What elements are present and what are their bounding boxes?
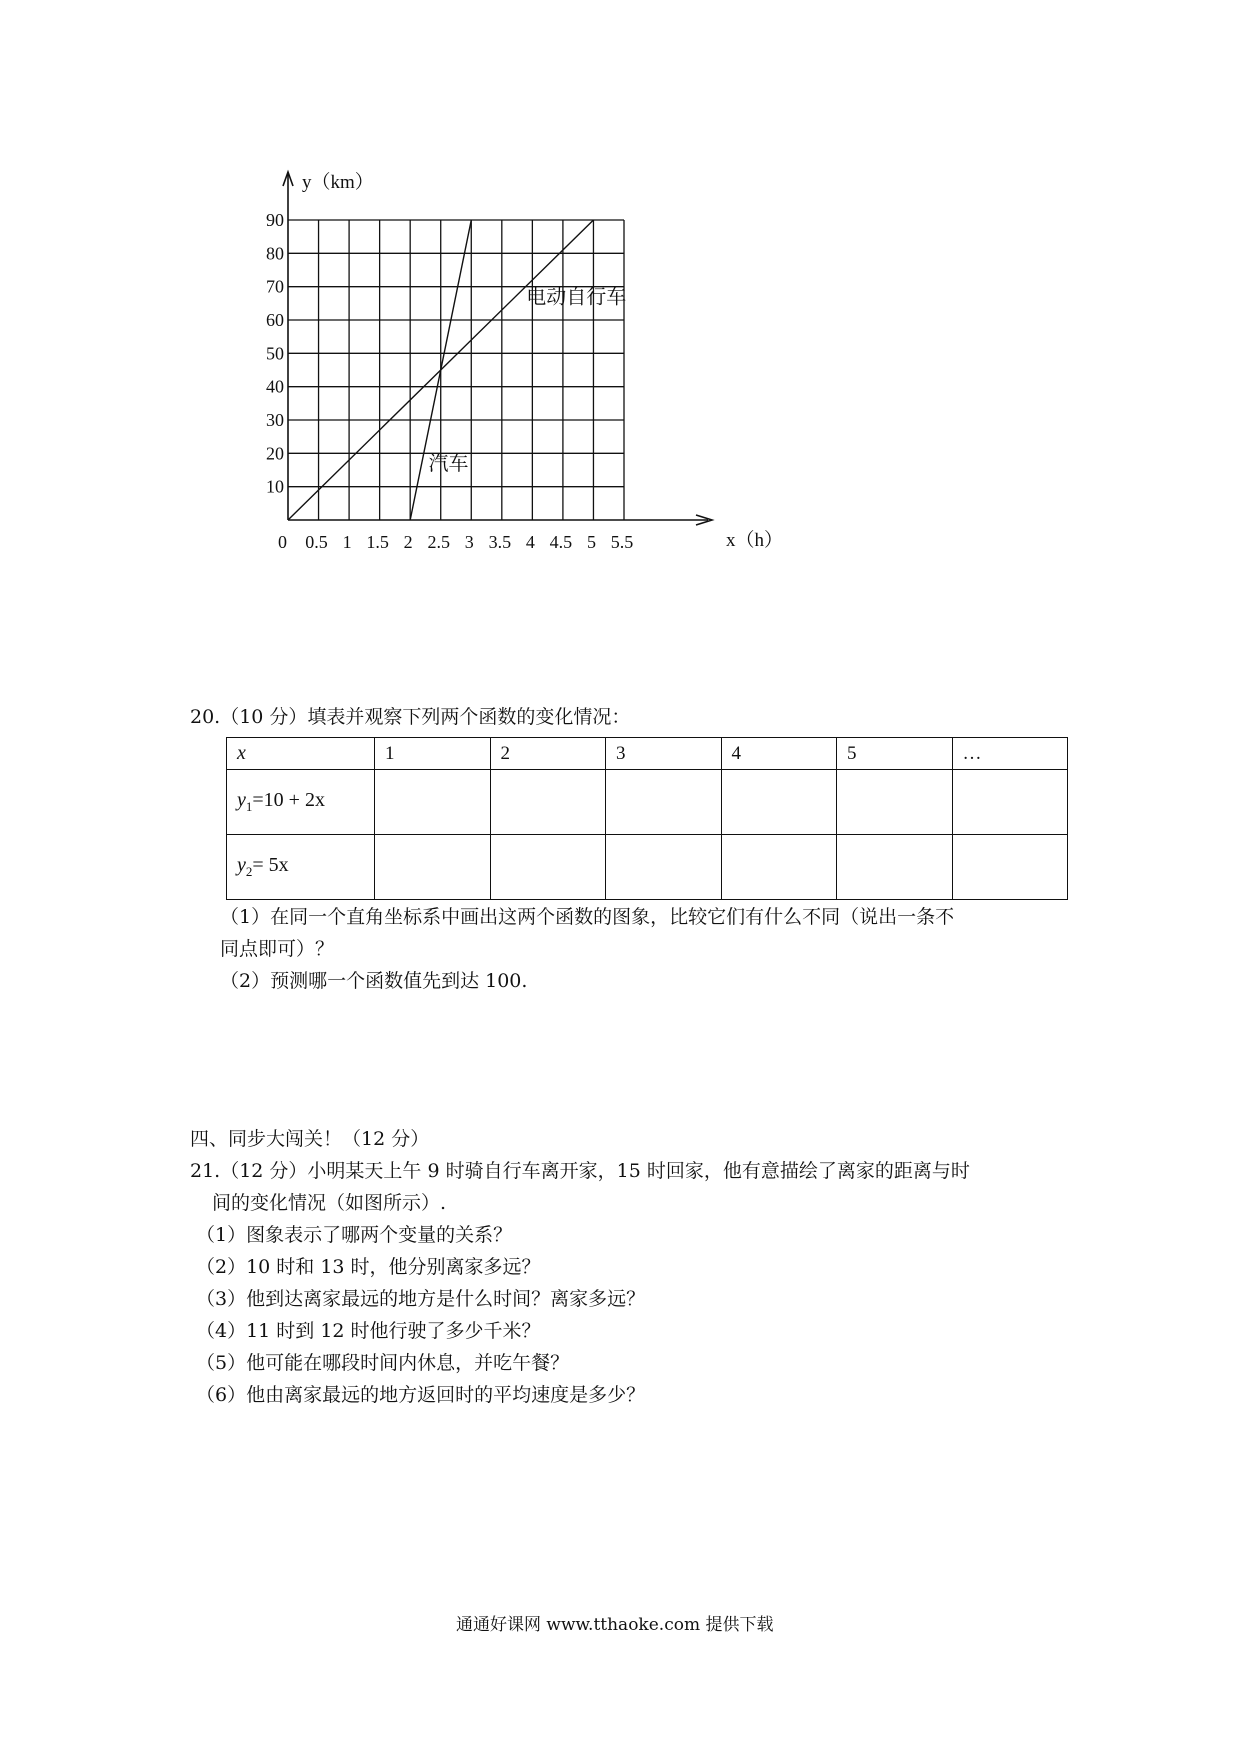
y-tick-label: 40: [266, 376, 284, 397]
q21-item-5: （5）他可能在哪段时间内休息，并吃午餐？: [196, 1352, 570, 1374]
y-tick-label: 70: [266, 276, 284, 297]
q20-sub1-line2: 同点即可）？: [220, 938, 335, 960]
y-tick-labels: [266, 210, 284, 497]
y-tick-label: 20: [266, 443, 284, 464]
answer-cell[interactable]: [837, 770, 953, 835]
y-tick-label: 10: [266, 476, 284, 497]
table-row: [227, 770, 1068, 835]
answer-cell[interactable]: [375, 770, 491, 835]
chart-axes: [283, 172, 712, 525]
x-tick-label: 2.5: [427, 532, 450, 552]
x-tick-label: 4.5: [549, 532, 573, 552]
header-col-2: 2: [490, 738, 606, 770]
y-tick-label: 50: [266, 343, 284, 364]
distance-time-chart: [266, 168, 790, 568]
x-axis-label: x（h）: [726, 530, 784, 551]
x-tick-label: 3.5: [488, 532, 512, 552]
x-tick-label: 5: [586, 532, 596, 552]
x-tick-label: 1.5: [366, 532, 389, 552]
series-label-car: 汽车: [428, 453, 469, 475]
series-label-ebike: 电动自行车: [526, 286, 627, 309]
q21-item-2: （2）10 时和 13 时，他分别离家多远？: [196, 1256, 541, 1278]
q21-item-4: （4）11 时到 12 时他行驶了多少千米？: [196, 1320, 541, 1342]
q21-line1: 21.（12 分）小明某天上午 9 时骑自行车离开家，15 时回家，他有意描绘了离家的距离与时: [190, 1160, 970, 1182]
answer-cell[interactable]: [837, 835, 953, 900]
x-tick-label: 0.5: [305, 532, 328, 552]
y-tick-label: 90: [266, 210, 284, 230]
header-col-1: 1: [375, 738, 491, 770]
func-cell-y2: $y_2= 5x$: [227, 835, 375, 900]
answer-cell[interactable]: [490, 835, 606, 900]
table-row: [227, 835, 1068, 900]
header-col-5: 5: [837, 738, 953, 770]
q20-title: 20.（10 分）填表并观察下列两个函数的变化情况：: [190, 706, 631, 728]
y-tick-label: 60: [266, 310, 284, 330]
x-tick-label: 4: [525, 532, 535, 552]
q20-sub2: （2）预测哪一个函数值先到达 100.: [220, 970, 528, 992]
answer-cell[interactable]: [606, 835, 722, 900]
x-tick-label: 0: [278, 532, 287, 552]
header-col-more: …: [952, 738, 1068, 770]
chart-grid: [288, 220, 627, 520]
table-header-row: [227, 738, 1068, 770]
x-tick-label: 3: [464, 532, 474, 552]
q20-sub1-line1: （1）在同一个直角坐标系中画出这两个函数的图象，比较它们有什么不同（说出一条不: [220, 906, 955, 928]
section4-heading: 四、同步大闯关！（12 分）: [190, 1128, 430, 1150]
header-col-3: 3: [606, 738, 722, 770]
answer-cell[interactable]: [721, 770, 837, 835]
q21-item-3: （3）他到达离家最远的地方是什么时间？离家多远？: [196, 1288, 646, 1310]
y-tick-label: 30: [266, 410, 284, 430]
x-tick-label: 2: [403, 532, 413, 552]
answer-cell[interactable]: [952, 835, 1068, 900]
answer-cell[interactable]: [721, 835, 837, 900]
x-tick-label: 1: [342, 532, 352, 552]
header-col-4: 4: [721, 738, 837, 770]
y-axis-label: y（km）: [302, 172, 374, 193]
answer-cell[interactable]: [375, 835, 491, 900]
q21-line2: 间的变化情况（如图所示）.: [212, 1192, 447, 1214]
q21-item-1: （1）图象表示了哪两个变量的关系？: [196, 1224, 513, 1246]
y-tick-label: 80: [266, 243, 284, 264]
header-var-cell: x: [227, 738, 375, 770]
page-footer: 通通好课网 www.tthaoke.com 提供下载: [456, 1615, 774, 1635]
answer-cell[interactable]: [952, 770, 1068, 835]
chart-series: [288, 220, 626, 520]
func-cell-y1: $y_1=10 + 2x$: [227, 770, 375, 835]
answer-cell[interactable]: [606, 770, 722, 835]
x-tick-labels: [278, 532, 633, 552]
fill-table: [226, 737, 1068, 900]
answer-cell[interactable]: [490, 770, 606, 835]
q21-item-6: （6）他由离家最远的地方返回时的平均速度是多少？: [196, 1384, 646, 1406]
x-tick-label: 5.5: [610, 532, 634, 552]
